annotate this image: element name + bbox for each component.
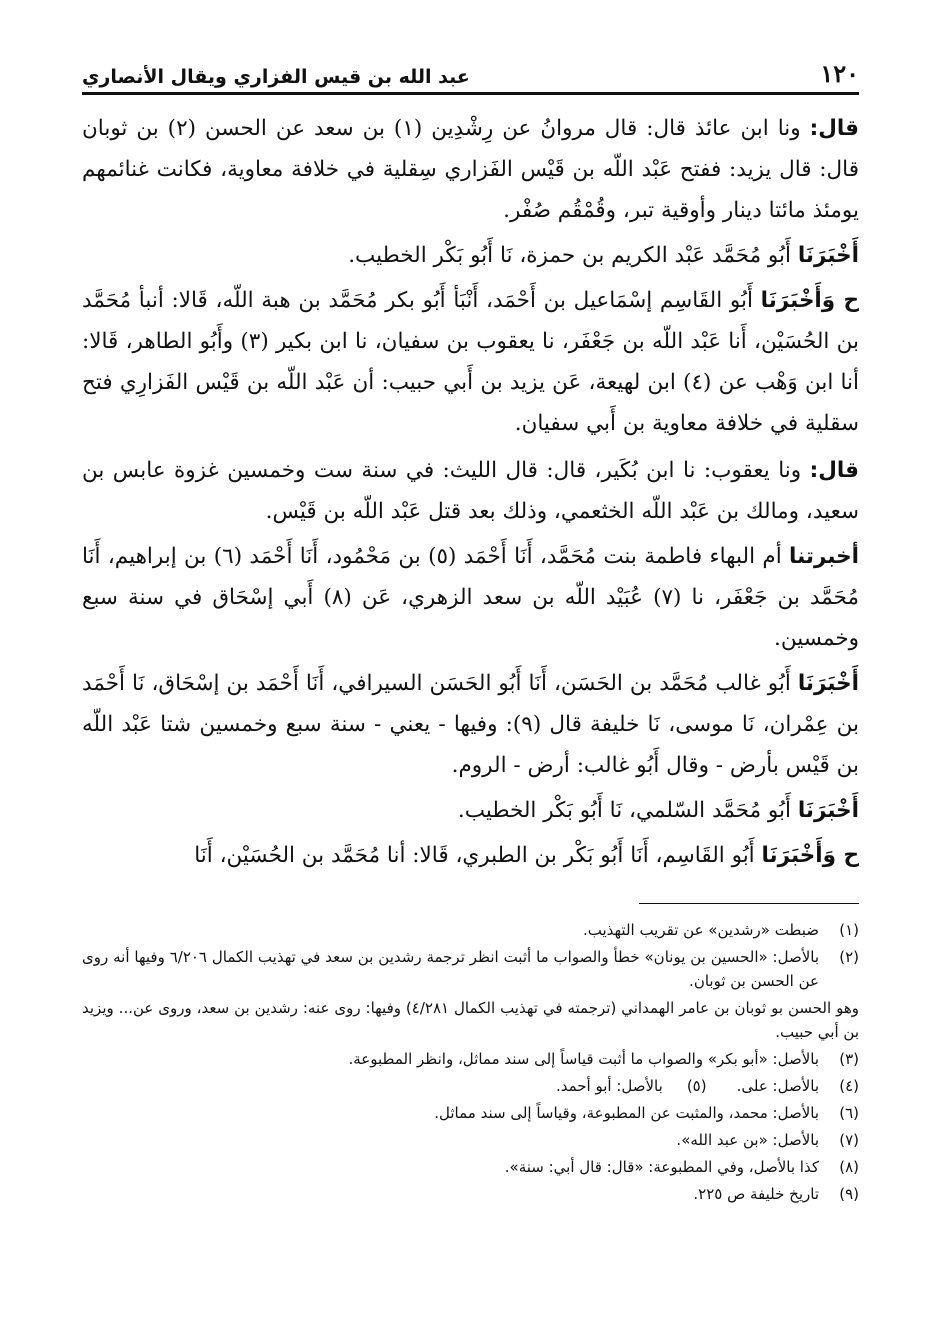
page-number: ١٢٠ <box>820 59 859 88</box>
paragraph-text: ونا يعقوب: نا ابن بُكَير، قال: قال الليث: في سنة ست وخمسين غزوة عابس بن سعيد، ومالك بن عَبْد اللّه الخثعمي، وذلك بعد قتل عَبْد اللّه بن قَيْس. <box>82 458 859 524</box>
page-header <box>82 52 859 95</box>
footnote-text: ضبطت «رشدين» عن تقريب التهذيب. <box>582 921 819 939</box>
footnote-number: (٣) <box>839 1050 859 1068</box>
footnote-text: بالأصل: «بن عبد الله». <box>676 1131 819 1149</box>
footnote-number: (٢) <box>839 948 859 966</box>
paragraph-text: أَبُو مُحَمَّد عَبْد الكريم بن حمزة، نَا أَبُو بَكْر الخطيب. <box>348 243 798 268</box>
paragraph-lead: ح وَأَخْبَرَنَا <box>761 843 859 868</box>
paragraph-text: أَبُو القَاسِم، أَنَا أَبُو بَكْر بن الطبري، قَالا: أنا مُحَمَّد بن الحُسَيْن، أَنَا <box>194 843 762 868</box>
paragraph-lead: قال: <box>809 458 859 483</box>
footnote-pair <box>82 1074 859 1098</box>
paragraph <box>82 108 859 231</box>
footnote-continuation: وهو الحسن بو ثوبان بن عامر الهمداني (ترجمته في تهذيب الكمال ٤/٢٨١) وفيها: روى عنه: رشدين بن سعد، وروى عن... ويزيد بن أبي حبيب. <box>82 999 859 1041</box>
paragraph <box>82 790 859 831</box>
paragraph <box>82 536 859 659</box>
paragraph-text: ونا ابن عائذ قال: قال مروانُ عن رِشْدِين (١) بن سعد عن الحسن (٢) بن ثوبان قال: قال يزيد: ففتح عَبْد اللّه بن قَيْس الفَزاري سِقلية في خلافة معاوية، فكانت غنائمهم يومئذ مائتا دينار وأوقية تبر، وقُمْقُم صُفْر. <box>82 116 859 223</box>
footnote-separator <box>639 903 859 904</box>
footnote-text: كذا بالأصل، وفي المطبوعة: «قال: قال أبي: سنة». <box>504 1158 819 1176</box>
footnote-text: تاريخ خليفة ص ٢٢٥. <box>693 1185 819 1203</box>
footnote <box>82 1182 859 1206</box>
main-text <box>82 108 859 880</box>
paragraph-lead: ح وَأَخْبَرَنَا <box>760 288 859 313</box>
footnote <box>82 1155 859 1179</box>
footnote-text: بالأصل: على. <box>736 1077 819 1095</box>
paragraph-lead: أَخْبَرَنَا <box>797 671 859 696</box>
footnote-number: (٧) <box>839 1131 859 1149</box>
paragraph-lead: أَخْبَرَنَا <box>797 243 859 268</box>
footnote-number: (١) <box>839 921 859 939</box>
footnote-number: (٩) <box>839 1185 859 1203</box>
paragraph-lead: قال: <box>809 116 859 141</box>
paragraph-text: أَبُو مُحَمَّد السّلمي، نَا أَبُو بَكْر الخطيب. <box>457 798 798 823</box>
paragraph-lead: أَخْبَرَنَا <box>797 798 859 823</box>
footnote <box>82 1101 859 1125</box>
footnote-text: بالأصل: أبو أحمد. <box>555 1077 663 1095</box>
footnote <box>82 918 859 942</box>
footnote-number: (٥) <box>686 1077 707 1095</box>
running-title: عبد الله بن قيس الفزاري ويقال الأنصاري <box>82 66 470 88</box>
footnotes <box>82 918 859 1209</box>
footnote-text: بالأصل: «أبو بكر» والصواب ما أثبت قياساً إلى سند مماثل، وانظر المطبوعة. <box>348 1050 819 1068</box>
paragraph <box>82 450 859 532</box>
footnote-text: بالأصل: محمد، والمثبت عن المطبوعة، وقياساً إلى سند مماثل. <box>434 1104 819 1122</box>
paragraph <box>82 835 859 876</box>
paragraph-text: أَبُو غالب مُحَمَّد بن الحَسَن، أَنَا أَبُو الحَسَن السيرافي، أَنَا أَحْمَد بن إسْحَاق، نَا أَحْمَد بن عِمْران، نَا موسى، نَا خليفة قال (٩): وفيها - يعني - سنة سبع وخمسين شتا عَبْد اللّه بن قَيْس بأرض - وقال أَبُو غالب: أرض - الروم. <box>82 671 860 778</box>
footnote <box>82 1128 859 1152</box>
paragraph-text: أَبُو القَاسِم إسْمَاعيل بن أَحْمَد، أَنْبَأ أَبُو بكر مُحَمَّد بن هبة اللّه، قَالا: أنبأ مُحَمَّد بن الحُسَيْن، أَنا عَبْد اللّه بن جَعْفَر، نا يعقوب بن سفيان، نا ابن بكير (٣) وأَبُو الطاهر، قَالا: أنا ابن وَهْب عن (٤) ابن لهيعة، عَن يزيد بن أَبي حبيب: أن عَبْد اللّه بن قَيْس الفَزارِي فتح سقلية في خلافة معاوية بن أَبي سفيان. <box>82 288 859 436</box>
paragraph-lead: أخبرتنا <box>789 544 859 569</box>
footnote-number: (٦) <box>839 1104 859 1122</box>
footnote <box>82 945 859 993</box>
footnote-number: (٨) <box>839 1158 859 1176</box>
paragraph <box>82 663 859 786</box>
paragraph-text: أم البهاء فاطمة بنت مُحَمَّد، أَنَا أَحْمَد (٥) بن مَحْمُود، أَنَا أَحْمَد (٦) بن إبراهيم، أَنَا مُحَمَّد بن جَعْفَر، نا (٧) عُبَيْد اللّه بن سعد الزهري، عَن (٨) أَبي إسْحَاق في سنة سبع وخمسين. <box>82 544 860 651</box>
footnote-text: بالأصل: «الحسين بن يونان» خطأ والصواب ما أثبت انظر ترجمة رشدين بن سعد في تهذيب الكمال ٦/٢٠٦ وفيها أنه روى عن الحسن بن ثوبان. <box>82 948 819 990</box>
footnote-number: (٤) <box>839 1077 859 1095</box>
paragraph <box>82 235 859 276</box>
paragraph <box>82 280 859 444</box>
footnote <box>82 1047 859 1071</box>
